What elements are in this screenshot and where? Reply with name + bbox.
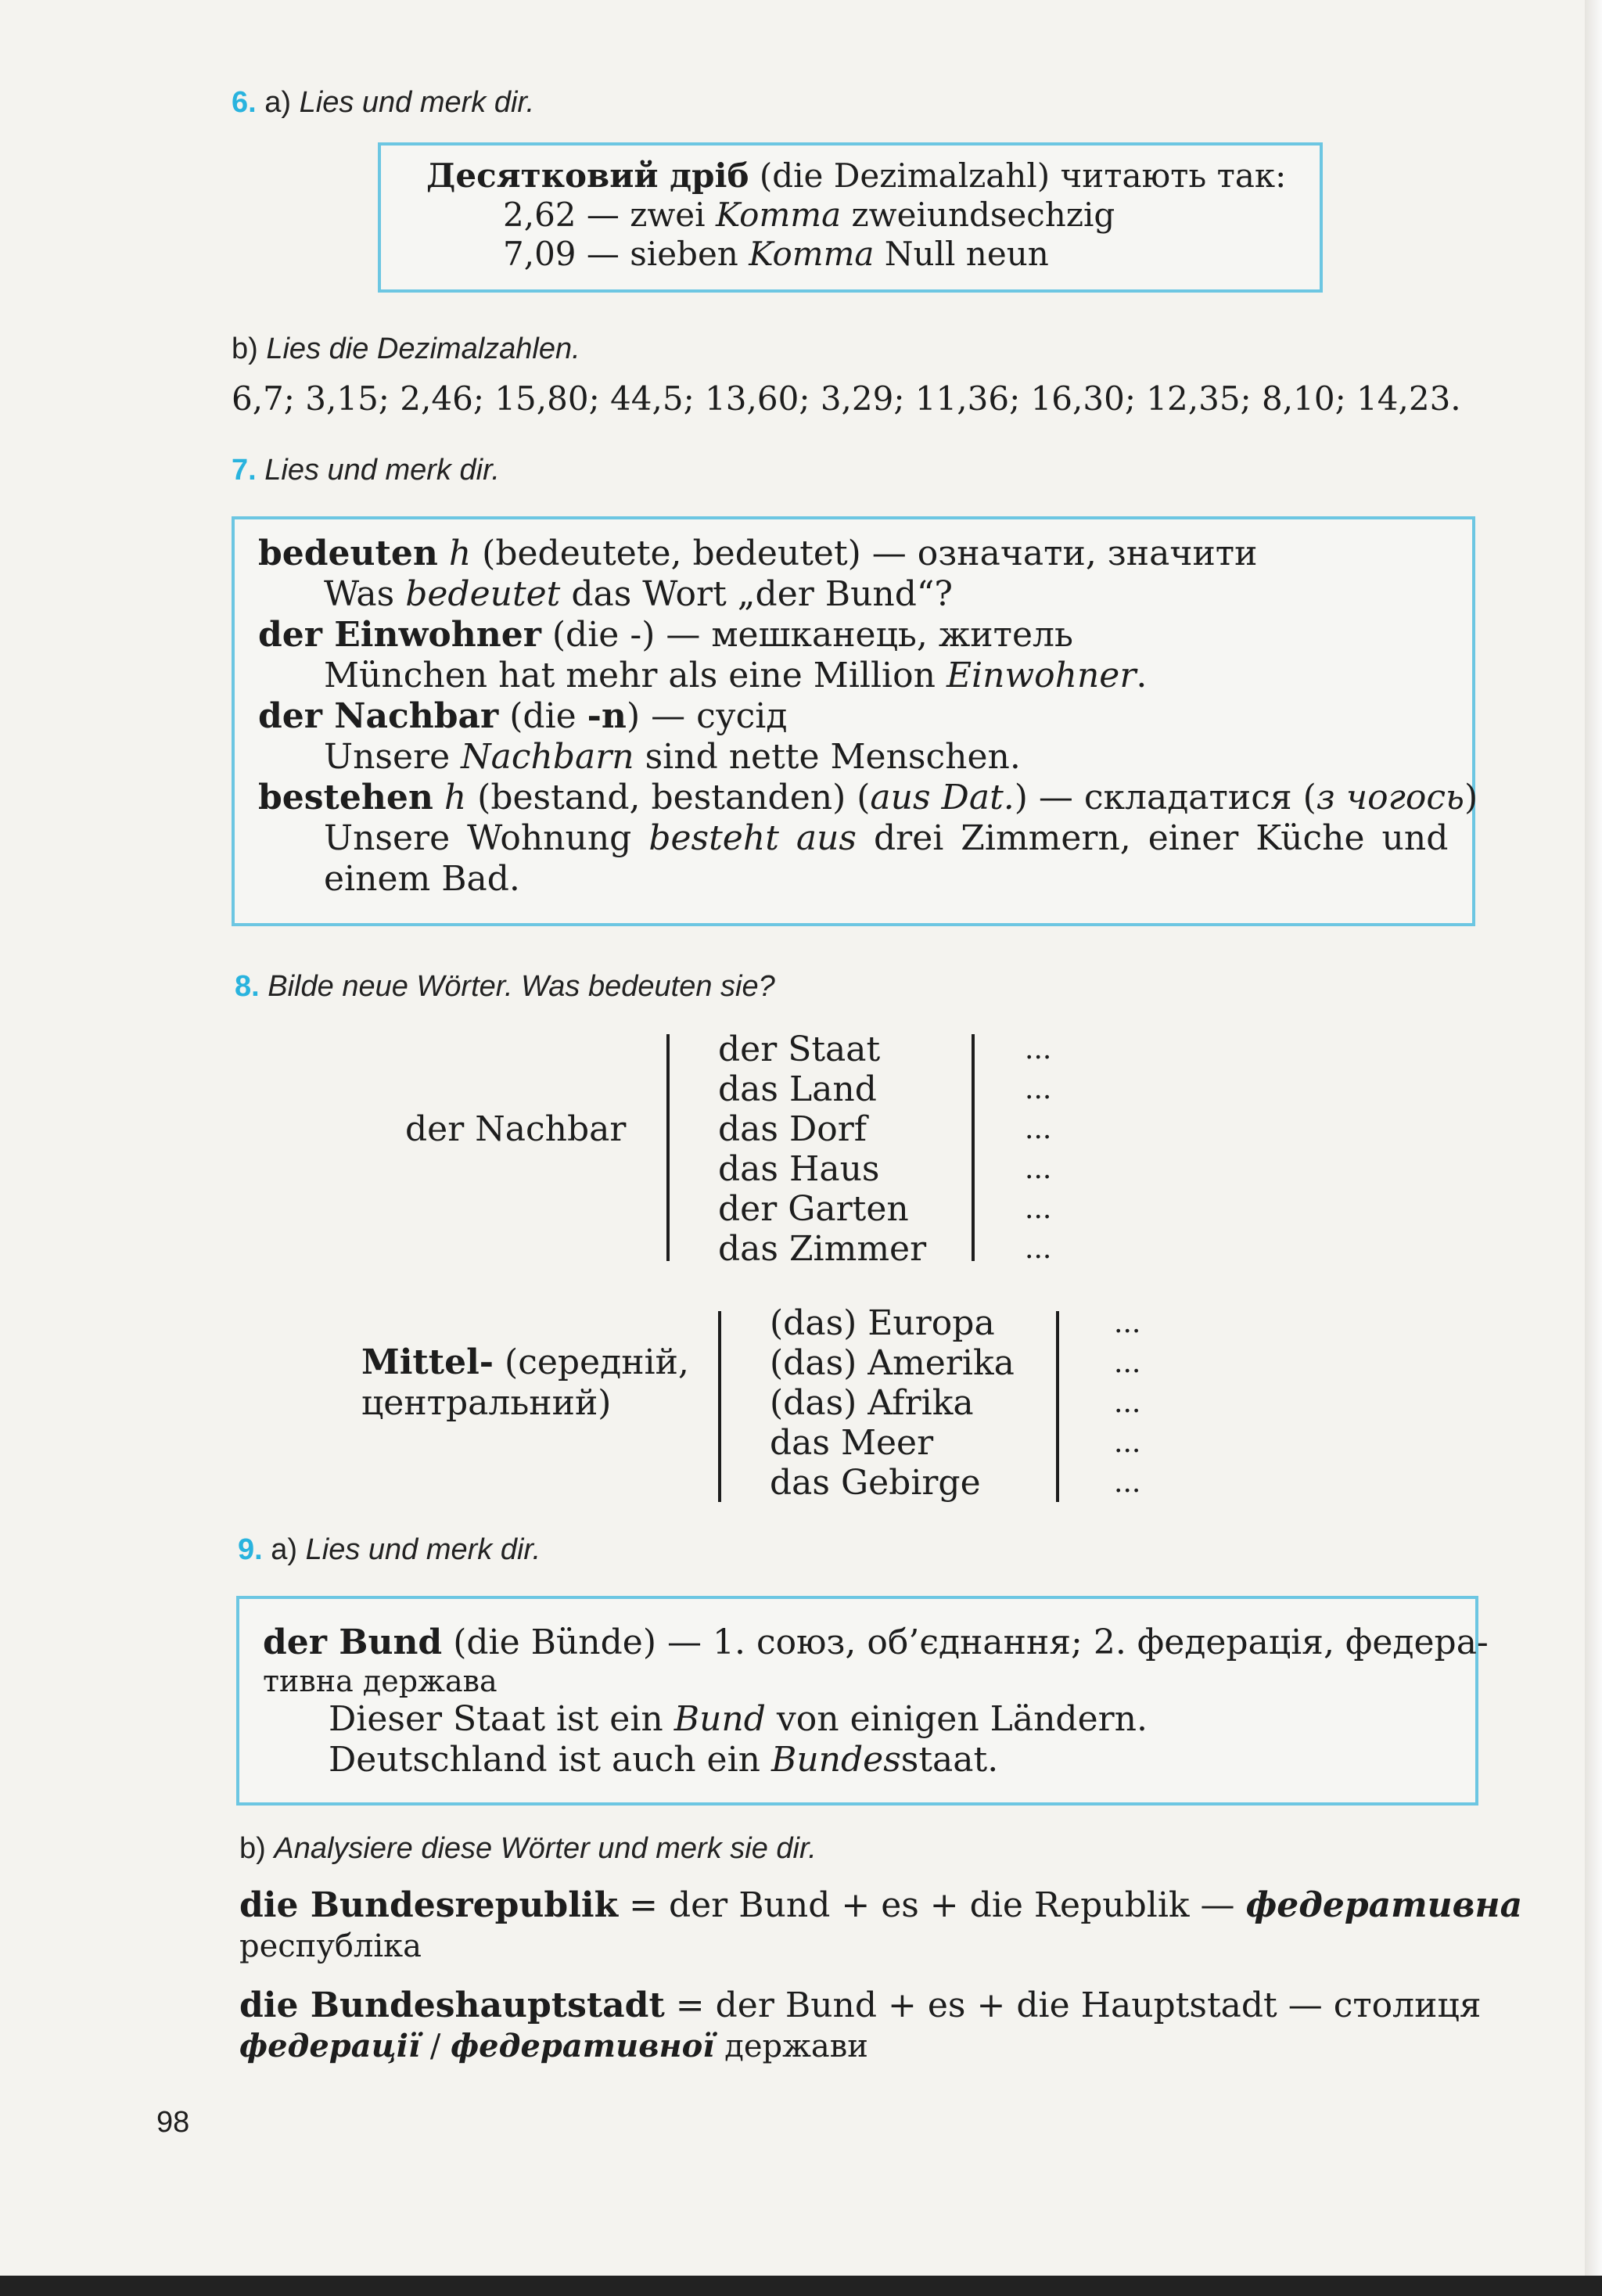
ex7-e4-rest-e: ) <box>1464 778 1478 817</box>
ex9-example-1 <box>263 1699 1453 1740</box>
ex7-number: 7. <box>232 454 257 487</box>
ex6-box-line1-c: zweiundsechzig <box>841 196 1115 234</box>
ex9-ex2-c: staat. <box>900 1740 999 1780</box>
ex9-ex1-b: Bund <box>673 1699 766 1739</box>
ex8-g2-word: (das) Europa <box>770 1303 995 1343</box>
ex8-group2-left-bar <box>718 1311 721 1502</box>
ex9-w1-line2: республіка <box>239 1928 422 1964</box>
ex9-w1-italic: федеративна <box>1245 1885 1523 1925</box>
ex8-group2-blanks <box>1114 1303 1140 1503</box>
ex7-e4-ex1-b: besteht aus <box>648 818 857 858</box>
ex8-instruction: Bilde neue Wörter. Was bedeuten sie? <box>268 970 775 1003</box>
ex8-group1-label: der Nachbar <box>405 1109 627 1149</box>
ex9-word-bundeshauptstadt <box>239 1985 1482 2067</box>
ex7-example-einwohner <box>258 656 1449 696</box>
ex8-blank: ... <box>1114 1347 1141 1379</box>
page-edge <box>1585 0 1602 2296</box>
ex7-entry-bedeuten <box>258 534 1449 574</box>
ex9-header <box>238 1533 541 1567</box>
ex9-box-rest: (die Bünde) — 1. союз, об’єднання; 2. федерація, федера- <box>453 1622 1489 1662</box>
ex7-e4-h: h <box>444 778 467 817</box>
ex7-e1-ex-c: das Wort „der Bund“? <box>560 574 954 614</box>
ex7-e3-rest-b: -n <box>587 696 627 736</box>
ex6-b-label: b) <box>232 332 258 365</box>
ex8-g2-word: (das) Afrika <box>770 1383 974 1423</box>
ex8-group1-right-bar <box>972 1034 975 1261</box>
ex9-w2-rest: = der Bund + es + die Hauptstadt — столиця <box>675 1985 1482 2025</box>
ex8-blank: ... <box>1114 1467 1141 1499</box>
ex8-g2-word: das Gebirge <box>770 1463 981 1503</box>
ex9-b-label: b) <box>239 1832 266 1865</box>
ex7-e4-rest-c: ) — складатися ( <box>1014 778 1316 817</box>
ex6-a-instruction: Lies und merk dir. <box>299 86 535 119</box>
ex8-header <box>235 970 775 1004</box>
ex7-e3-ex-a: Unsere <box>324 737 462 777</box>
ex7-example-nachbar <box>258 737 1449 778</box>
ex9-a-instruction: Lies und merk dir. <box>305 1533 541 1566</box>
ex8-g2-label-rest: (середній, <box>505 1342 689 1382</box>
ex8-g2-word: das Meer <box>770 1423 934 1463</box>
ex7-e3-ex-b: Nachbarn <box>461 737 634 777</box>
ex7-example-bestehen-1 <box>258 818 1449 859</box>
ex9-w1-head: die Bundesrepublik <box>239 1885 619 1925</box>
ex6-box-line1-a: 2,62 — zwei <box>503 196 716 234</box>
ex7-header <box>232 454 500 487</box>
ex6-box-head <box>426 156 1320 196</box>
ex9-word-bundesrepublik <box>239 1885 1523 1967</box>
ex7-e1-h: h <box>448 534 472 573</box>
ex8-g2-label-bold: Mittel- <box>361 1342 494 1382</box>
ex7-e1-ex-b: bedeutet <box>405 574 561 614</box>
ex7-e2-ex-b: Einwohner <box>946 656 1137 695</box>
ex8-g2-label-line2: центральний) <box>361 1383 612 1423</box>
ex7-e3-rest-a: (die <box>509 696 587 736</box>
page-number: 98 <box>156 2106 190 2139</box>
ex7-e4-ex1-a: Unsere Wohnung <box>324 818 649 858</box>
ex8-blank: ... <box>1025 1193 1052 1225</box>
ex7-e3-ex-c: sind nette Menschen. <box>634 737 1021 777</box>
ex8-blank: ... <box>1114 1427 1141 1459</box>
ex7-e1-head: bedeuten <box>258 534 438 573</box>
ex6-box-line1 <box>426 196 1320 235</box>
ex9-w2-end: держави <box>714 2028 868 2064</box>
ex9-box-head: der Bund <box>263 1622 443 1662</box>
ex7-entry-nachbar <box>258 696 1449 737</box>
ex7-e4-rest-b: aus Dat. <box>870 778 1015 817</box>
ex8-blank: ... <box>1025 1233 1052 1265</box>
ex6-number: 6. <box>232 86 257 119</box>
ex8-blank: ... <box>1025 1153 1052 1185</box>
ex6-box-head-bold: Десятковий дріб <box>426 156 749 195</box>
ex9-b-instruction: Analysiere diese Wörter und merk sie dir. <box>274 1832 817 1865</box>
ex8-group2-label <box>361 1342 689 1424</box>
ex6-header <box>232 86 534 120</box>
ex8-blank: ... <box>1114 1387 1141 1419</box>
ex8-g2-word: (das) Amerika <box>770 1343 1015 1383</box>
ex9-example-2 <box>263 1740 1453 1780</box>
ex6-rule-box <box>378 142 1323 293</box>
ex7-e1-rest: (bedeutete, bedeutet) — означати, значити <box>482 534 1258 573</box>
ex7-e3-head: der Nachbar <box>258 696 499 736</box>
ex8-blank: ... <box>1025 1113 1052 1145</box>
ex9-entry-bund <box>263 1622 1489 1663</box>
ex7-e4-head: bestehen <box>258 778 433 817</box>
ex9-ex2-b: Bundes <box>770 1740 901 1780</box>
ex8-group1-blanks <box>1025 1029 1051 1269</box>
ex6-b-instruction: Lies die Dezimalzahlen. <box>266 332 580 365</box>
ex8-group2-words <box>770 1303 1015 1503</box>
ex7-e1-ex-a: Was <box>324 574 406 614</box>
ex8-number: 8. <box>235 970 260 1003</box>
ex7-e4-rest-a: (bestand, bestanden) ( <box>477 778 871 817</box>
ex7-e3-rest-c: ) — сусід <box>626 696 788 736</box>
ex6-box-line2 <box>426 235 1320 274</box>
ex9-w2-sep: / <box>420 2028 451 2064</box>
ex7-vocab-box <box>232 516 1478 926</box>
ex9-w2-italic1: федерації <box>239 2028 421 2064</box>
ex6-a-label: a) <box>264 86 292 119</box>
ex6-box-head-rest: (die Dezimalzahl) читають так: <box>759 156 1287 195</box>
ex9-ex2-a: Deutschland ist auch ein <box>329 1740 771 1780</box>
ex9-b-header <box>239 1832 817 1866</box>
ex6-box-line2-a: 7,09 — sieben <box>503 235 749 273</box>
ex7-e4-rest-d: з чогось <box>1316 778 1464 817</box>
ex6-box-line2-c: Null neun <box>874 235 1049 273</box>
ex8-g1-word: das Haus <box>718 1149 880 1189</box>
ex8-group2-right-bar <box>1056 1311 1059 1502</box>
ex9-ex1-c: von einigen Ländern. <box>765 1699 1148 1739</box>
ex9-w1-rest: = der Bund + es + die Republik — <box>629 1885 1235 1925</box>
ex7-e2-head: der Einwohner <box>258 615 541 655</box>
ex7-e2-ex-a: München hat mehr als eine Million <box>324 656 946 695</box>
ex9-number: 9. <box>238 1533 263 1566</box>
ex8-group1-left-bar <box>666 1034 670 1261</box>
ex8-g1-word: das Land <box>718 1069 877 1109</box>
ex6-decimal-numbers: 6,7; 3,15; 2,46; 15,80; 44,5; 13,60; 3,29; 11,36; 16,30; 12,35; 8,10; 14,23. <box>232 379 1461 418</box>
ex9-entry-bund-line2: тивна держава <box>263 1664 497 1698</box>
ex8-blank: ... <box>1114 1307 1141 1339</box>
ex8-group1-words <box>718 1029 926 1269</box>
ex6-box-line1-b: Komma <box>715 196 842 234</box>
ex9-ex1-a: Dieser Staat ist ein <box>329 1699 674 1739</box>
scan-bottom-edge <box>0 2276 1602 2296</box>
ex9-vocab-box <box>236 1596 1489 1806</box>
ex7-example-bestehen-2: einem Bad. <box>324 859 520 899</box>
ex7-e4-ex1-c: drei Zimmern, einer Küche und <box>857 818 1449 858</box>
ex9-w2-head: die Bundeshauptstadt <box>239 1985 665 2025</box>
ex9-w2-italic2: федеративної <box>451 2028 715 2064</box>
ex8-g1-word: der Garten <box>718 1189 909 1229</box>
ex8-g1-word: der Staat <box>718 1029 881 1069</box>
ex7-e2-rest: (die -) — мешканець, житель <box>551 615 1073 655</box>
ex7-entry-bestehen <box>258 778 1478 818</box>
ex8-blank: ... <box>1025 1073 1052 1105</box>
ex9-a-label: a) <box>271 1533 298 1566</box>
ex7-instruction: Lies und merk dir. <box>264 454 500 487</box>
ex6-b-header <box>232 332 580 366</box>
ex7-entry-einwohner <box>258 615 1449 656</box>
ex8-g1-word: das Dorf <box>718 1109 867 1149</box>
ex8-g1-word: das Zimmer <box>718 1229 927 1269</box>
ex7-example-bedeuten <box>258 574 1449 615</box>
ex7-e2-ex-c: . <box>1136 656 1148 695</box>
ex8-blank: ... <box>1025 1033 1052 1065</box>
ex6-box-line2-b: Komma <box>749 235 875 273</box>
